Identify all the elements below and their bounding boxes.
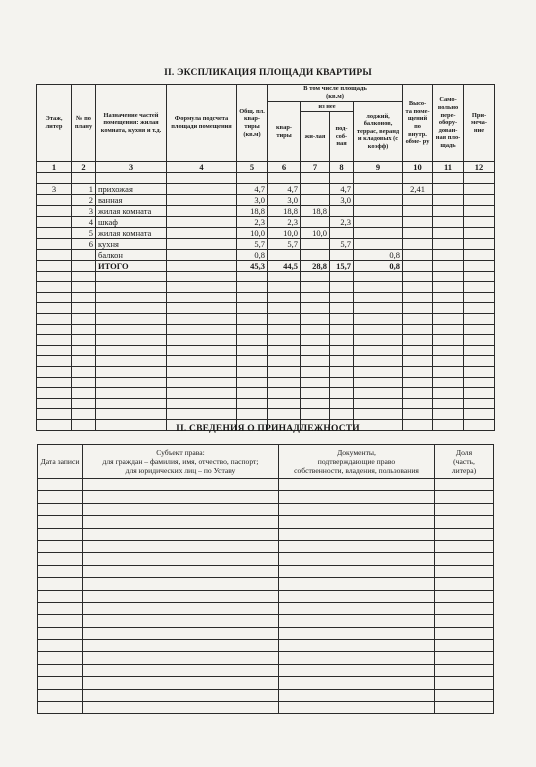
cell-height — [403, 216, 433, 227]
cell-living — [301, 249, 330, 260]
cell-height — [403, 227, 433, 238]
cell-loggia — [354, 205, 403, 216]
cell-aux: 5,7 — [330, 238, 354, 249]
header-floor: Этаж, литер — [37, 85, 72, 162]
table-row — [37, 356, 495, 367]
cell-aux — [330, 205, 354, 216]
header-purpose: Назначение частей помещения: жилая комната, кухня и т.д. — [96, 85, 167, 162]
table-row — [38, 615, 494, 627]
header-apartment: квар- тиры — [268, 102, 301, 162]
table-row — [37, 260, 495, 271]
column-number: 2 — [72, 162, 96, 173]
cell-no: 2 — [72, 194, 96, 205]
header-subject-line2: для граждан – фамилия, имя, отчество, паспорт; — [102, 457, 259, 466]
cell-total: 0,8 — [237, 249, 268, 260]
table-row — [37, 324, 495, 335]
cell-living — [301, 183, 330, 194]
table-row — [37, 173, 495, 184]
cell-living — [301, 194, 330, 205]
cell-aux — [330, 227, 354, 238]
cell-total: 2,3 — [237, 216, 268, 227]
cell-loggia — [354, 194, 403, 205]
table-row — [38, 652, 494, 664]
cell-self — [433, 216, 464, 227]
column-number: 9 — [354, 162, 403, 173]
column-number: 5 — [237, 162, 268, 173]
section1-title: II. ЭКСПЛИКАЦИЯ ПЛОЩАДИ КВАРТИРЫ — [164, 68, 372, 78]
cell-self — [433, 194, 464, 205]
cell-name: жилая комната — [96, 227, 167, 238]
header-formula: Формула подсчета площади помещения — [167, 85, 237, 162]
header-total: Общ. пл. квар- тиры (кв.м) — [237, 85, 268, 162]
cell-aux: 2,3 — [330, 216, 354, 227]
cell-note — [464, 238, 495, 249]
cell-name: кухня — [96, 238, 167, 249]
cell-living — [301, 216, 330, 227]
table-row — [38, 677, 494, 689]
cell-apt: 5,7 — [268, 238, 301, 249]
cell-name: ИТОГО — [96, 260, 167, 271]
cell-self — [433, 205, 464, 216]
cell-note — [464, 216, 495, 227]
data-rows — [37, 183, 495, 271]
cell-no: 4 — [72, 216, 96, 227]
cell-total: 45,3 — [237, 260, 268, 271]
cell-floor — [37, 249, 72, 260]
column-number: 3 — [96, 162, 167, 173]
header-loggias: лоджий, балконов, террас, веранд и кладовых (с коэфф) — [354, 102, 403, 162]
cell-name: ванная — [96, 194, 167, 205]
cell-height — [403, 249, 433, 260]
header-notes: При- меча- ние — [464, 85, 495, 162]
cell-loggia: 0,8 — [354, 249, 403, 260]
empty-rows — [37, 271, 495, 430]
table-row — [38, 503, 494, 515]
cell-floor — [37, 205, 72, 216]
cell-aux: 4,7 — [330, 183, 354, 194]
table-row — [38, 640, 494, 652]
column-number: 6 — [268, 162, 301, 173]
cell-formula — [167, 249, 237, 260]
cell-note — [464, 205, 495, 216]
table-row — [38, 689, 494, 701]
table-row — [38, 491, 494, 503]
table-row — [37, 377, 495, 388]
header-living: жи-лая — [301, 112, 330, 162]
table-row — [37, 292, 495, 303]
table-row — [38, 565, 494, 577]
cell-living: 28,8 — [301, 260, 330, 271]
table-row — [38, 664, 494, 676]
cell-total: 3,0 — [237, 194, 268, 205]
cell-note — [464, 249, 495, 260]
table-row — [38, 702, 494, 714]
cell-formula — [167, 194, 237, 205]
table-row — [37, 249, 495, 260]
header-self-built: Само- вольно пере- обору- дован- ная пло- щадь — [433, 85, 464, 162]
cell-name: шкаф — [96, 216, 167, 227]
header-subject-line1: Субъект права: — [156, 448, 205, 457]
header-height: Высо- та поме- щений по внутр. обме- ру — [403, 85, 433, 162]
cell-apt: 18,8 — [268, 205, 301, 216]
header-subject-line3: для юридических лиц – по Уставу — [125, 466, 236, 475]
table-row — [37, 366, 495, 377]
header-including-unit: (кв.м) — [326, 93, 344, 100]
cell-name: прихожая — [96, 183, 167, 194]
column-number: 4 — [167, 162, 237, 173]
table-row — [38, 627, 494, 639]
cell-height — [403, 260, 433, 271]
cell-apt: 2,3 — [268, 216, 301, 227]
table-row — [38, 516, 494, 528]
cell-self — [433, 249, 464, 260]
cell-no: 3 — [72, 205, 96, 216]
cell-height: 2,41 — [403, 183, 433, 194]
table-row — [38, 553, 494, 565]
cell-apt: 4,7 — [268, 183, 301, 194]
cell-total: 5,7 — [237, 238, 268, 249]
table-row — [37, 398, 495, 409]
header-documents — [279, 445, 435, 479]
cell-aux — [330, 249, 354, 260]
cell-aux: 3,0 — [330, 194, 354, 205]
table-row — [38, 590, 494, 602]
table-row — [37, 388, 495, 399]
empty-rows — [38, 479, 494, 714]
cell-no: 1 — [72, 183, 96, 194]
cell-formula — [167, 260, 237, 271]
cell-note — [464, 260, 495, 271]
column-number: 12 — [464, 162, 495, 173]
section2-title: II. СВЕДЕНИЯ О ПРИНАДЛЕЖНОСТИ — [176, 424, 360, 434]
table-row — [37, 303, 495, 314]
cell-floor — [37, 260, 72, 271]
cell-total: 10,0 — [237, 227, 268, 238]
header-share-line2: (часть, — [453, 457, 475, 466]
header-including — [268, 85, 403, 102]
header-share — [435, 445, 494, 479]
column-number: 7 — [301, 162, 330, 173]
header-documents-line1: Документы, — [337, 448, 376, 457]
cell-note — [464, 227, 495, 238]
cell-floor — [37, 238, 72, 249]
table-row — [37, 183, 495, 194]
header-plan-no: № по плану — [72, 85, 96, 162]
cell-no: 6 — [72, 238, 96, 249]
cell-formula — [167, 216, 237, 227]
cell-apt: 44,5 — [268, 260, 301, 271]
cell-floor — [37, 227, 72, 238]
column-number: 11 — [433, 162, 464, 173]
header-subject — [83, 445, 279, 479]
table-row — [37, 194, 495, 205]
cell-note — [464, 183, 495, 194]
cell-no: 5 — [72, 227, 96, 238]
cell-loggia — [354, 183, 403, 194]
cell-no — [72, 260, 96, 271]
table-row — [37, 345, 495, 356]
table-row — [37, 409, 495, 420]
cell-loggia — [354, 238, 403, 249]
cell-living: 10,0 — [301, 227, 330, 238]
column-number: 8 — [330, 162, 354, 173]
cell-self — [433, 183, 464, 194]
header-documents-line3: собственности, владения, пользования — [294, 466, 419, 475]
table-row — [37, 216, 495, 227]
cell-living: 18,8 — [301, 205, 330, 216]
header-auxiliary: под- соб- ная — [330, 112, 354, 162]
table-row — [37, 313, 495, 324]
cell-loggia — [354, 216, 403, 227]
cell-name: жилая комната — [96, 205, 167, 216]
cell-name: балкон — [96, 249, 167, 260]
table-row — [37, 205, 495, 216]
column-number-row — [37, 162, 495, 173]
table-row — [37, 335, 495, 346]
table-row — [38, 578, 494, 590]
cell-floor — [37, 194, 72, 205]
cell-self — [433, 260, 464, 271]
header-share-line3: литера) — [451, 466, 477, 475]
cell-floor — [37, 216, 72, 227]
header-of-which: из нее — [301, 102, 354, 112]
cell-total: 4,7 — [237, 183, 268, 194]
table-row — [38, 602, 494, 614]
cell-no — [72, 249, 96, 260]
header-share-line1: Доля — [455, 448, 473, 457]
cell-aux: 15,7 — [330, 260, 354, 271]
table-row — [37, 238, 495, 249]
header-including-label: В том числе площадь — [303, 85, 367, 92]
cell-apt — [268, 249, 301, 260]
cell-note — [464, 194, 495, 205]
cell-floor: 3 — [37, 183, 72, 194]
cell-formula — [167, 227, 237, 238]
cell-formula — [167, 183, 237, 194]
table-row — [37, 227, 495, 238]
cell-height — [403, 205, 433, 216]
ownership-table — [37, 444, 494, 714]
cell-apt: 10,0 — [268, 227, 301, 238]
cell-living — [301, 238, 330, 249]
cell-loggia: 0,8 — [354, 260, 403, 271]
cell-self — [433, 238, 464, 249]
explication-table — [36, 84, 495, 431]
cell-height — [403, 194, 433, 205]
column-number: 10 — [403, 162, 433, 173]
cell-apt: 3,0 — [268, 194, 301, 205]
cell-formula — [167, 238, 237, 249]
table-row — [37, 282, 495, 293]
table-row — [37, 271, 495, 282]
cell-height — [403, 238, 433, 249]
table-row — [38, 479, 494, 491]
cell-self — [433, 227, 464, 238]
cell-total: 18,8 — [237, 205, 268, 216]
cell-loggia — [354, 227, 403, 238]
header-date: Дата записи — [38, 445, 83, 479]
header-documents-line2: подтверждающие право — [317, 457, 396, 466]
table-row — [38, 528, 494, 540]
cell-formula — [167, 205, 237, 216]
column-number: 1 — [37, 162, 72, 173]
table-row — [38, 540, 494, 552]
